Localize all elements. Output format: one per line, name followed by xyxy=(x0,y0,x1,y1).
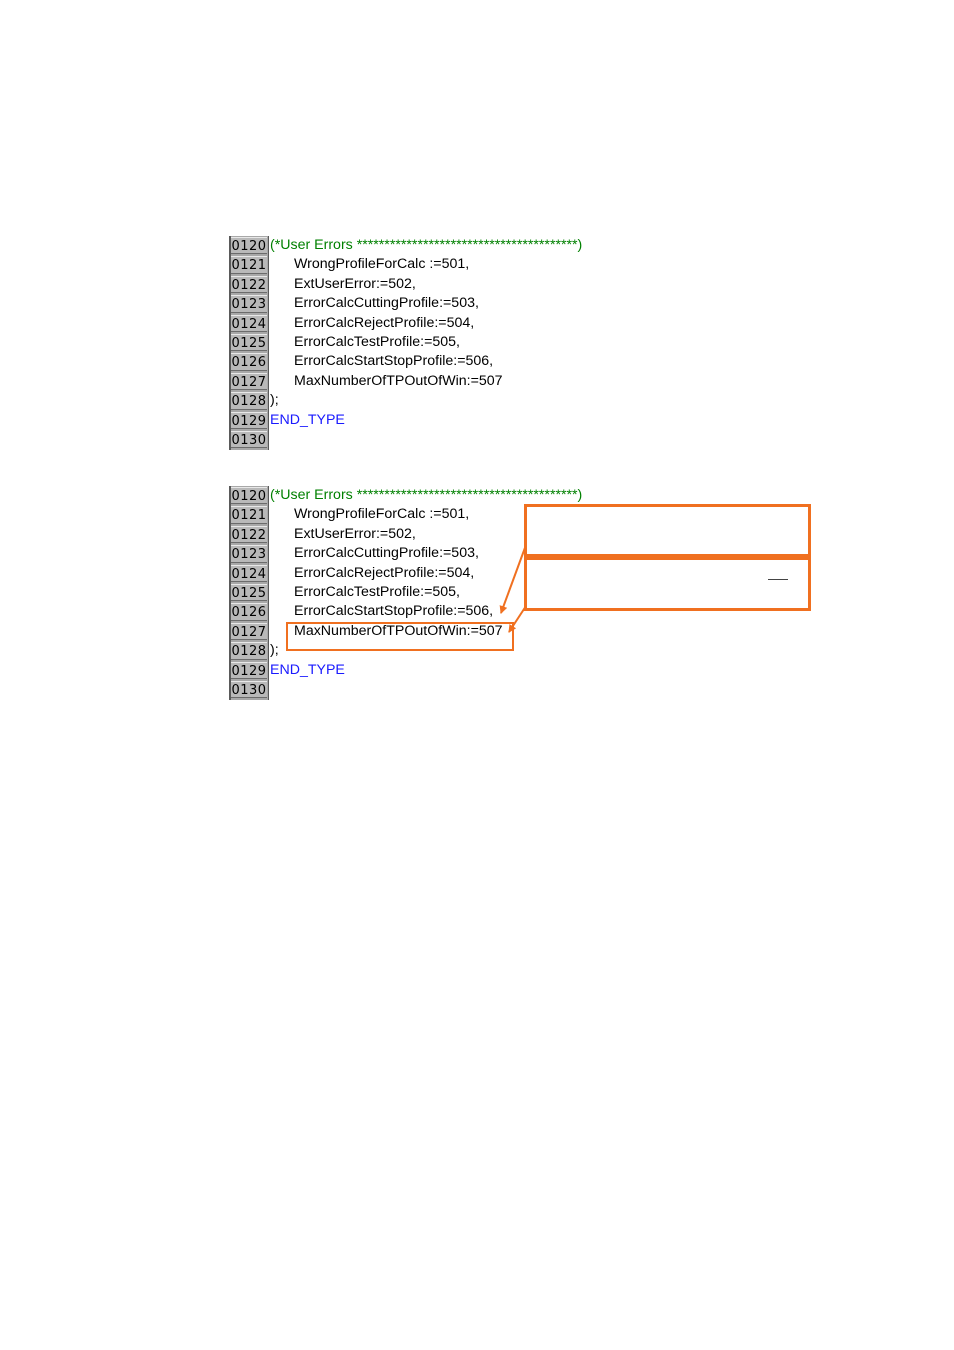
code-token: ErrorCalcCuttingProfile:=503, xyxy=(294,545,479,562)
code-line xyxy=(229,275,789,294)
line-number: 0120 xyxy=(231,239,267,254)
code-token: ErrorCalcStartStopProfile:=506, xyxy=(294,603,494,620)
code-line xyxy=(229,255,789,274)
code-line xyxy=(229,661,789,680)
code-line xyxy=(229,680,789,699)
code-text xyxy=(294,564,474,583)
code-line xyxy=(229,236,789,255)
annotation-callout-bottom xyxy=(524,557,811,611)
code-line xyxy=(229,372,789,391)
callout-underline-mark xyxy=(768,579,788,580)
code-text xyxy=(294,314,474,333)
line-number: 0130 xyxy=(231,432,267,448)
code-token: ErrorCalcStartStopProfile:=506, xyxy=(294,353,494,370)
code-text xyxy=(294,255,469,274)
code-text xyxy=(294,602,493,621)
code-comment: (*User Errors ****************************************) xyxy=(270,487,583,503)
line-number: 0125 xyxy=(231,585,267,601)
line-number: 0122 xyxy=(231,527,267,543)
line-number: 0121 xyxy=(231,508,267,524)
line-number: 0130 xyxy=(231,682,267,698)
code-token: ErrorCalcRejectProfile:=504, xyxy=(294,314,475,331)
line-number: 0129 xyxy=(231,663,267,679)
code-text xyxy=(270,411,345,430)
code-text xyxy=(294,294,479,313)
code-keyword: END_TYPE xyxy=(270,661,345,678)
code-text xyxy=(294,583,460,602)
line-number: 0122 xyxy=(231,277,267,293)
code-token: WrongProfileForCalc :=501, xyxy=(294,256,470,273)
code-line xyxy=(229,333,789,352)
code-comment: (*User Errors ****************************************) xyxy=(270,237,583,253)
code-text xyxy=(270,486,582,505)
line-number: 0120 xyxy=(231,489,267,504)
code-token: ); xyxy=(270,392,279,409)
line-number: 0126 xyxy=(231,355,267,371)
code-token: MaxNumberOfTPOutOfWin:=507 xyxy=(294,372,503,389)
line-number: 0123 xyxy=(231,547,267,563)
code-line xyxy=(229,430,789,449)
code-token: ErrorCalcTestProfile:=505, xyxy=(294,583,460,600)
code-token: ErrorCalcTestProfile:=505, xyxy=(294,333,460,350)
code-text xyxy=(270,236,582,255)
code-text xyxy=(294,333,460,352)
line-number: 0127 xyxy=(231,374,267,390)
line-number: 0124 xyxy=(231,566,267,582)
code-keyword: END_TYPE xyxy=(270,411,345,428)
line-number: 0121 xyxy=(231,258,267,274)
line-number: 0129 xyxy=(231,413,267,429)
code-line xyxy=(229,411,789,430)
line-number: 0123 xyxy=(231,297,267,313)
code-text xyxy=(294,505,469,524)
code-token: MaxNumberOfTPOutOfWin:=507 xyxy=(294,622,503,639)
code-token: ExtUserError:=502, xyxy=(294,275,416,292)
code-token: ); xyxy=(270,642,279,659)
code-text xyxy=(270,391,279,410)
annotation-callout-top xyxy=(524,504,811,557)
code-line xyxy=(229,352,789,371)
line-number: 0128 xyxy=(231,644,267,660)
code-token: ErrorCalcRejectProfile:=504, xyxy=(294,564,475,581)
line-number: 0125 xyxy=(231,335,267,351)
line-number: 0126 xyxy=(231,605,267,621)
code-token: ExtUserError:=502, xyxy=(294,525,416,542)
code-text xyxy=(270,661,345,680)
highlight-box-line-0127 xyxy=(286,622,514,651)
line-number: 0127 xyxy=(231,624,267,640)
code-text xyxy=(294,525,416,544)
line-number: 0128 xyxy=(231,394,267,410)
code-text xyxy=(294,372,503,391)
code-line xyxy=(229,294,789,313)
code-token: WrongProfileForCalc :=501, xyxy=(294,506,470,523)
code-line xyxy=(229,486,789,505)
code-text xyxy=(294,352,493,371)
code-line xyxy=(229,391,789,410)
code-line xyxy=(229,314,789,333)
code-editor-top xyxy=(229,236,789,449)
code-text xyxy=(270,641,279,660)
code-token: ErrorCalcCuttingProfile:=503, xyxy=(294,295,479,312)
code-text xyxy=(294,275,416,294)
code-text xyxy=(294,544,479,563)
line-number: 0124 xyxy=(231,316,267,332)
